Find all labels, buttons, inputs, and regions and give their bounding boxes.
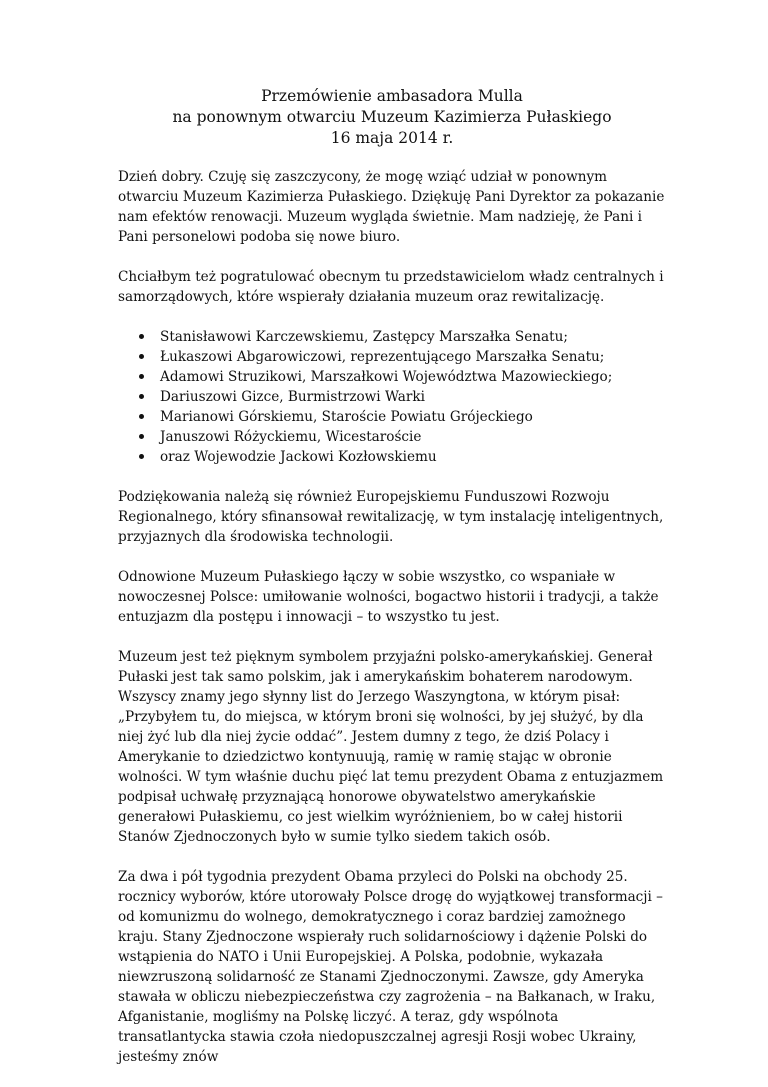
title-line-3: 16 maja 2014 r. [330,129,454,147]
paragraph-eu-fund: Podziękowania należą się również Europejskiemu Funduszowi Rozwoju Regionalnego, który sfinansował rewitalizację, w tym instalację inteligentnych, przyjaznych dla środowiska technologii. [118,489,664,545]
list-item: Łukaszowi Abgarowiczowi, reprezentującego Marszałka Senatu; [118,347,666,367]
list-item: Marianowi Górskiemu, Staroście Powiatu Grójeckiego [118,407,666,427]
paragraph-greeting: Dzień dobry. Czuję się zaszczycony, że mogę wziąć udział w ponownym otwarciu Muzeum Kazimierza Pułaskiego. Dziękuję Pani Dyrektor za pokazanie nam efektów renowacji. Muzeum wygląda świetnie. Mam nadzieję, że Pani i Pani personelowi podoba się nowe biuro. [118,169,665,245]
paragraph-obama-visit: Za dwa i pół tygodnia prezydent Obama przyleci do Polski na obchody 25. rocznicy wyborów, które utorowały Polsce drogę do wyjątkowej transformacji – od komunizmu do wolnego, demokratycznego i coraz bardziej zamożnego kraju. Stany Zjednoczone wspierały ruch solidarnościowy i dążenie Polski do wstąpienia do NATO i Unii Europejskiej. A Polska, podobnie, wykazała niewzruszoną solidarność ze Stanami Zjednoczonymi. Zawsze, gdy Ameryka stawała w obliczu niebezpieczeństwa czy zagrożenia – na Bałkanach, w Iraku, Afganistanie, mogliśmy na Polskę liczyć. A teraz, gdy wspólnota transatlantycka stawia czoła niedopuszczalnej agresji Rosji wobec Ukrainy, jesteśmy znów [118,869,663,1065]
paragraph-museum-renewed: Odnowione Muzeum Pułaskiego łączy w sobie wszystko, co wspaniałe w nowoczesnej Polsce: umiłowanie wolności, bogactwo historii i tradycji, a także entuzjazm dla postępu i innowacji – to wszystko tu jest. [118,569,659,625]
thanks-list [118,327,666,467]
document-page [118,86,666,1087]
list-item: Dariuszowi Gizce, Burmistrzowi Warki [118,387,666,407]
paragraph-congratulations: Chciałbym też pogratulować obecnym tu przedstawicielom władz centralnych i samorządowych, które wspierały działania muzeum oraz rewitalizację. [118,269,664,305]
list-item: Stanisławowi Karczewskiemu, Zastępcy Marszałka Senatu; [118,327,666,347]
title-line-2: na ponownym otwarciu Muzeum Kazimierza Pułaskiego [172,108,612,126]
list-item: Januszowi Różyckiemu, Wicestaroście [118,427,666,447]
speech-title [118,86,666,149]
list-item: oraz Wojewodzie Jackowi Kozłowskiemu [118,447,666,467]
title-line-1: Przemówienie ambasadora Mulla [261,87,523,105]
list-item: Adamowi Struzikowi, Marszałkowi Województwa Mazowieckiego; [118,367,666,387]
paragraph-friendship: Muzeum jest też pięknym symbolem przyjaźni polsko-amerykańskiej. Generał Pułaski jest tak samo polskim, jak i amerykańskim bohaterem narodowym. Wszyscy znamy jego słynny list do Jerzego Waszyngtona, w którym pisał: „Przybyłem tu, do miejsca, w którym broni się wolności, by jej służyć, by dla niej żyć lub dla niej życie oddać”. Jestem dumny z tego, że dziś Polacy i Amerykanie to dziedzictwo kontynuują, ramię w ramię stając w obronie wolności. W tym właśnie duchu pięć lat temu prezydent Obama z entuzjazmem podpisał uchwałę przyznającą honorowe obywatelstwo amerykańskie generałowi Pułaskiemu, co jest wielkim wyróżnieniem, bo w całej historii Stanów Zjednoczonych było w sumie tylko siedem takich osób. [118,649,664,845]
